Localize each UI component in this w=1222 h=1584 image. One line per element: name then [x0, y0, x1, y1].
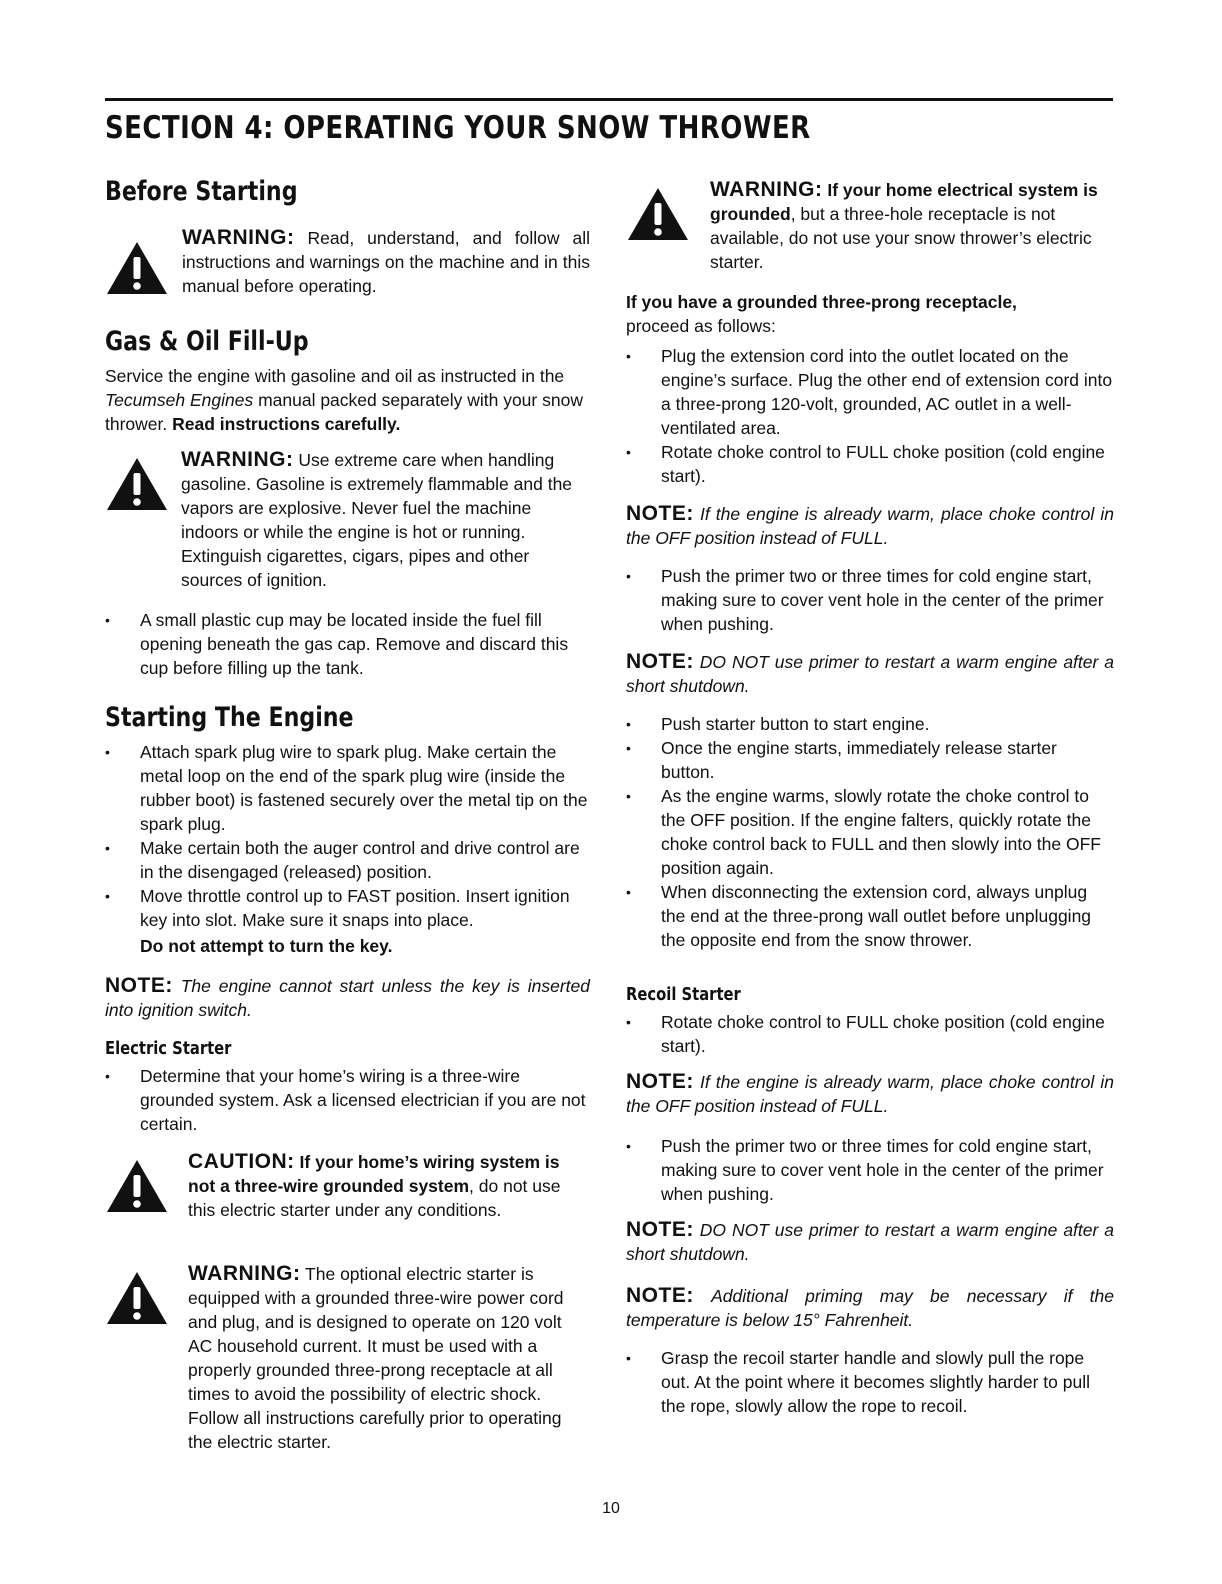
warning-paragraph: [188, 1262, 588, 1454]
section-title: SECTION 4: OPERATING YOUR SNOW THROWER: [105, 110, 811, 146]
gas-oil-text-2: manual packed separately with your snow thrower.: [105, 390, 583, 434]
note-text: Additional priming may be necessary if the temperature is below 15° Fahrenheit.: [626, 1286, 1114, 1330]
warning-label: WARNING:: [710, 178, 823, 201]
electric-starter-heading: Electric Starter: [105, 1038, 232, 1059]
list-item: • Push the primer two or three times for cold engine start, making sure to cover vent hole in the center of the primer when pushing.: [626, 564, 1114, 636]
warning-triangle-icon: [105, 456, 169, 512]
note-label: NOTE:: [626, 1218, 694, 1241]
gas-oil-text-1: Service the engine with gasoline and oil as instructed in the: [105, 366, 565, 386]
warning-text: , but a three-hole receptacle is not available, do not use your snow thrower’s electric starter.: [710, 204, 1092, 272]
recoil-steps-b: [626, 1134, 1114, 1206]
note-label: NOTE:: [626, 502, 694, 525]
grounded-text: proceed as follows:: [626, 316, 776, 336]
list-item: • Move throttle control up to FAST position. Insert ignition key into slot. Make sure it snaps into place.: [105, 884, 590, 932]
note-text: If the engine is already warm, place choke control in the OFF position instead of FULL.: [626, 504, 1114, 548]
warning-text: The optional electric starter is equipped with a grounded three-wire power cord and plug, and is designed to operate on 120 volt AC household current. It must be used with a properly grounded three-prong receptacle at all times to avoid the possibility of electric shock. Follow all instructions carefully prior to operating the electric starter.: [188, 1264, 564, 1452]
do-not-turn-key: Do not attempt to turn the key.: [140, 936, 393, 956]
grounded-system-warning: [626, 178, 1114, 274]
gas-oil-bullets: [105, 608, 590, 680]
warning-label: WARNING:: [188, 1262, 301, 1285]
warning-triangle-icon: [626, 186, 690, 242]
list-item: • Make certain both the auger control and drive control are in the disengaged (released) position.: [105, 836, 590, 884]
electric-starter-bullets: [105, 1064, 590, 1136]
list-item: • Rotate choke control to FULL choke position (cold engine start).: [626, 1010, 1114, 1058]
recoil-starter-heading: Recoil Starter: [626, 984, 741, 1005]
list-item: • Once the engine starts, immediately release starter button.: [626, 736, 1114, 784]
list-item: • When disconnecting the extension cord, always unplug the end at the three-prong wall outlet before unplugging the opposite end from the snow thrower.: [626, 880, 1114, 952]
list-item: • Push starter button to start engine.: [626, 712, 1114, 736]
list-item: • Push the primer two or three times for cold engine start, making sure to cover vent hole in the center of the primer when pushing.: [626, 1134, 1114, 1206]
warning-paragraph: [182, 226, 590, 298]
electric-starter-warning: [105, 1262, 590, 1454]
note-text: If the engine is already warm, place choke control in the OFF position instead of FULL.: [626, 1072, 1114, 1116]
gas-oil-paragraph: [105, 364, 590, 436]
list-item: • Determine that your home’s wiring is a three-wire grounded system. Ask a licensed electrician if you are not certain.: [105, 1064, 590, 1136]
warning-label: WARNING:: [181, 448, 294, 471]
gas-oil-bold-text: Read instructions carefully.: [172, 414, 401, 434]
note-primer: [626, 650, 1114, 698]
list-item: • Plug the extension cord into the outlet located on the engine’s surface. Plug the other end of extension cord into a three-prong 120-volt, grounded, AC outlet in a well-ventilated area.: [626, 344, 1114, 440]
recoil-note-warm-engine: [626, 1070, 1114, 1118]
gasoline-warning: [105, 448, 590, 592]
electric-steps-b: [626, 564, 1114, 636]
caution-label: CAUTION:: [188, 1150, 295, 1173]
note-label: NOTE:: [626, 650, 694, 673]
page-number: 10: [602, 1500, 620, 1517]
list-item: • Rotate choke control to FULL choke position (cold engine start).: [626, 440, 1114, 488]
before-starting-heading: Before Starting: [105, 176, 298, 207]
starting-engine-bullets: [105, 740, 590, 932]
warning-label: WARNING:: [182, 226, 295, 249]
caution-bold-text: If your home’s wiring system is not a three-wire grounded system: [188, 1152, 560, 1196]
warning-triangle-icon: [105, 1270, 169, 1326]
note-warm-engine: [626, 502, 1114, 550]
note-text: DO NOT use primer to restart a warm engine after a short shutdown.: [626, 652, 1114, 696]
list-item: • As the engine warms, slowly rotate the choke control to the OFF position. If the engine falters, quickly rotate the choke control back to FULL and then slowly into the OFF position again.: [626, 784, 1114, 880]
recoil-note-priming: [626, 1284, 1114, 1332]
starting-engine-heading: Starting The Engine: [105, 702, 354, 733]
warning-bold-text: If your home electrical system is grounded: [710, 180, 1098, 224]
warning-text: Read, understand, and follow all instructions and warnings on the machine and in this manual before operating.: [182, 228, 590, 296]
recoil-steps-a: [626, 1010, 1114, 1058]
warning-paragraph: [710, 178, 1110, 274]
warning-triangle-icon: [105, 240, 169, 296]
note-label: NOTE:: [626, 1070, 694, 1093]
caution-triangle-icon: [105, 1158, 169, 1214]
grounded-bold-text: If you have a grounded three-prong receptacle,: [626, 292, 1017, 312]
engine-manual-title: Tecumseh Engines: [105, 390, 254, 410]
note-text: DO NOT use primer to restart a warm engine after a short shutdown.: [626, 1220, 1114, 1264]
warning-text: Use extreme care when handling gasoline. Gasoline is extremely flammable and the vapors are explosive. Never fuel the machine indoors or while the engine is hot or running. Extinguish cigarettes, cigars, pipes and other sources of ignition.: [181, 450, 573, 590]
list-item: • A small plastic cup may be located inside the fuel fill opening beneath the gas cap. Remove and discard this cup before filling up the tank.: [105, 608, 590, 680]
caution-text: , do not use this electric starter under any conditions.: [188, 1176, 561, 1220]
list-item: • Grasp the recoil starter handle and slowly pull the rope out. At the point where it becomes slightly harder to pull the rope, slowly allow the rope to recoil.: [626, 1346, 1114, 1418]
top-rule: [105, 98, 1113, 101]
recoil-steps-c: [626, 1346, 1114, 1418]
gas-oil-heading: Gas & Oil Fill-Up: [105, 326, 309, 357]
note-key-ignition: [105, 974, 590, 1022]
electric-steps-c: [626, 712, 1114, 952]
wiring-caution: [105, 1150, 590, 1222]
note-label: NOTE:: [626, 1284, 694, 1307]
warning-paragraph: [181, 448, 591, 592]
note-text: The engine cannot start unless the key is inserted into ignition switch.: [105, 976, 590, 1020]
list-item: • Attach spark plug wire to spark plug. Make certain the metal loop on the end of the spark plug wire (inside the rubber boot) is fastened securely over the metal tip on the spark plug.: [105, 740, 590, 836]
recoil-note-primer: [626, 1218, 1114, 1266]
note-label: NOTE:: [105, 974, 173, 997]
electric-steps-a: [626, 344, 1114, 488]
caution-paragraph: [188, 1150, 588, 1222]
before-starting-warning: [105, 226, 590, 298]
grounded-receptacle-intro: [626, 290, 1114, 338]
